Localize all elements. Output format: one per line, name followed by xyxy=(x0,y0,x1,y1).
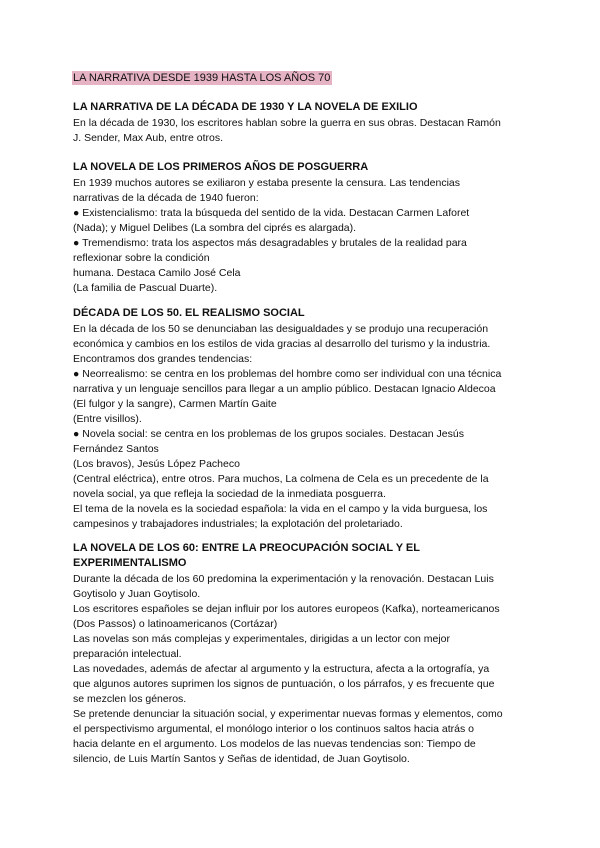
text-line: que algunos autores suprimen los signos de puntuación, o los párrafos, y es frecuente que xyxy=(73,678,495,690)
section-heading xyxy=(73,541,535,571)
text-line: hacia delante en el argumento. Los modelos de las nuevas tendencias son: Tiempo de xyxy=(73,738,476,750)
text-line: Durante la década de los 60 predomina la experimentación y la renovación. Destacan Luis xyxy=(73,573,494,585)
text-line: el perspectivismo argumental, el monólogo interior o los continuos saltos hacia atrás o xyxy=(73,723,474,735)
text-line: Encontramos dos grandes tendencias: xyxy=(73,353,253,365)
text-line: J. Sender, Max Aub, entre otros. xyxy=(73,132,223,144)
section-heading: LA NOVELA DE LOS PRIMEROS AÑOS DE POSGUERRA xyxy=(73,161,369,173)
text-line: reflexionar sobre la condición xyxy=(73,252,210,264)
text-line: Las novelas son más complejas y experimentales, dirigidas a un lector con mejor xyxy=(73,633,451,645)
text-line: narrativa y un lenguaje sencillos para llegar a un amplio público. Destacan Ignacio Aldecoa xyxy=(73,383,496,395)
section-heading: LA NARRATIVA DE LA DÉCADA DE 1930 Y LA NOVELA DE EXILIO xyxy=(73,101,418,113)
text-line: se mezclen los géneros. xyxy=(73,693,187,705)
section-heading: DÉCADA DE LOS 50. EL REALISMO SOCIAL xyxy=(73,307,305,319)
text-line: (Entre visillos). xyxy=(73,413,142,425)
section-realismo-social xyxy=(73,306,535,532)
section-body xyxy=(73,322,535,532)
text-line: (El fulgor y la sangre), Carmen Martín Gaite xyxy=(73,398,277,410)
text-line: (Dos Passos) o latinoamericanos (Cortázar) xyxy=(73,618,278,630)
document-title: LA NARRATIVA DESDE 1939 HASTA LOS AÑOS 70 xyxy=(73,72,331,84)
text-line: narrativas de la década de 1940 fueron: xyxy=(73,192,259,204)
section-body xyxy=(73,116,535,146)
text-line: Se pretende denunciar la situación social, y experimentar nuevas formas y elementos, como xyxy=(73,708,503,720)
list-item-novela-social: ● Novela social: se centra en los problemas de los grupos sociales. Destacan Jesús xyxy=(73,428,464,440)
text-line: (La familia de Pascual Duarte). xyxy=(73,282,218,294)
text-line: silencio, de Luis Martín Santos y Señas de identidad, de Juan Goytisolo. xyxy=(73,753,410,765)
text-line: Goytisolo y Juan Goytisolo. xyxy=(73,588,201,600)
text-line: En la década de los 50 se denunciaban las desigualdades y se produjo una recuperación xyxy=(73,323,489,335)
section-body xyxy=(73,176,535,296)
text-line: El tema de la novela es la sociedad española: la vida en el campo y la vida burguesa, los xyxy=(73,503,488,515)
list-item-neorrealismo: ● Neorrealismo: se centra en los problemas del hombre como ser individual con una técnica xyxy=(73,368,502,380)
list-item-existencialismo: ● Existencialismo: trata la búsqueda del sentido de la vida. Destacan Carmen Laforet xyxy=(73,207,470,219)
text-line: Las novedades, además de afectar al argumento y la estructura, afecta a la ortografía, ya xyxy=(73,663,490,675)
section-novela-60 xyxy=(73,541,535,767)
heading-line: LA NOVELA DE LOS 60: ENTRE LA PREOCUPACIÓN SOCIAL Y EL xyxy=(73,542,420,554)
text-line: En 1939 muchos autores se exiliaron y estaba presente la censura. Las tendencias xyxy=(73,177,460,189)
text-line: (Los bravos), Jesús López Pacheco xyxy=(73,458,240,470)
list-item-tremendismo: ● Tremendismo: trata los aspectos más desagradables y brutales de la realidad para xyxy=(73,237,467,249)
section-posguerra xyxy=(73,160,535,296)
text-line: preparación intelectual. xyxy=(73,648,182,660)
text-line: campesinos y trabajadores industriales; la explotación del proletariado. xyxy=(73,518,403,530)
text-line: (Central eléctrica), entre otros. Para muchos, La colmena de Cela es un precedente de la xyxy=(73,473,489,485)
text-line: económica y cambios en los estilos de vida gracias al desarrollo del turismo y la industria. xyxy=(73,338,491,350)
text-line: novela social, ya que refleja la sociedad de la inmediata posguerra. xyxy=(73,488,386,500)
text-line: En la década de 1930, los escritores hablan sobre la guerra en sus obras. Destacan Ramón xyxy=(73,117,501,129)
text-line: Los escritores españoles se dejan influir por los autores europeos (Kafka), norteamericanos xyxy=(73,603,500,615)
section-body xyxy=(73,572,535,767)
section-narrativa-1930 xyxy=(73,100,535,146)
text-line: Fernández Santos xyxy=(73,443,159,455)
heading-line: EXPERIMENTALISMO xyxy=(73,557,187,569)
text-line: (Nada); y Miguel Delibes (La sombra del ciprés es alargada). xyxy=(73,222,357,234)
text-line: humana. Destaca Camilo José Cela xyxy=(73,267,241,279)
